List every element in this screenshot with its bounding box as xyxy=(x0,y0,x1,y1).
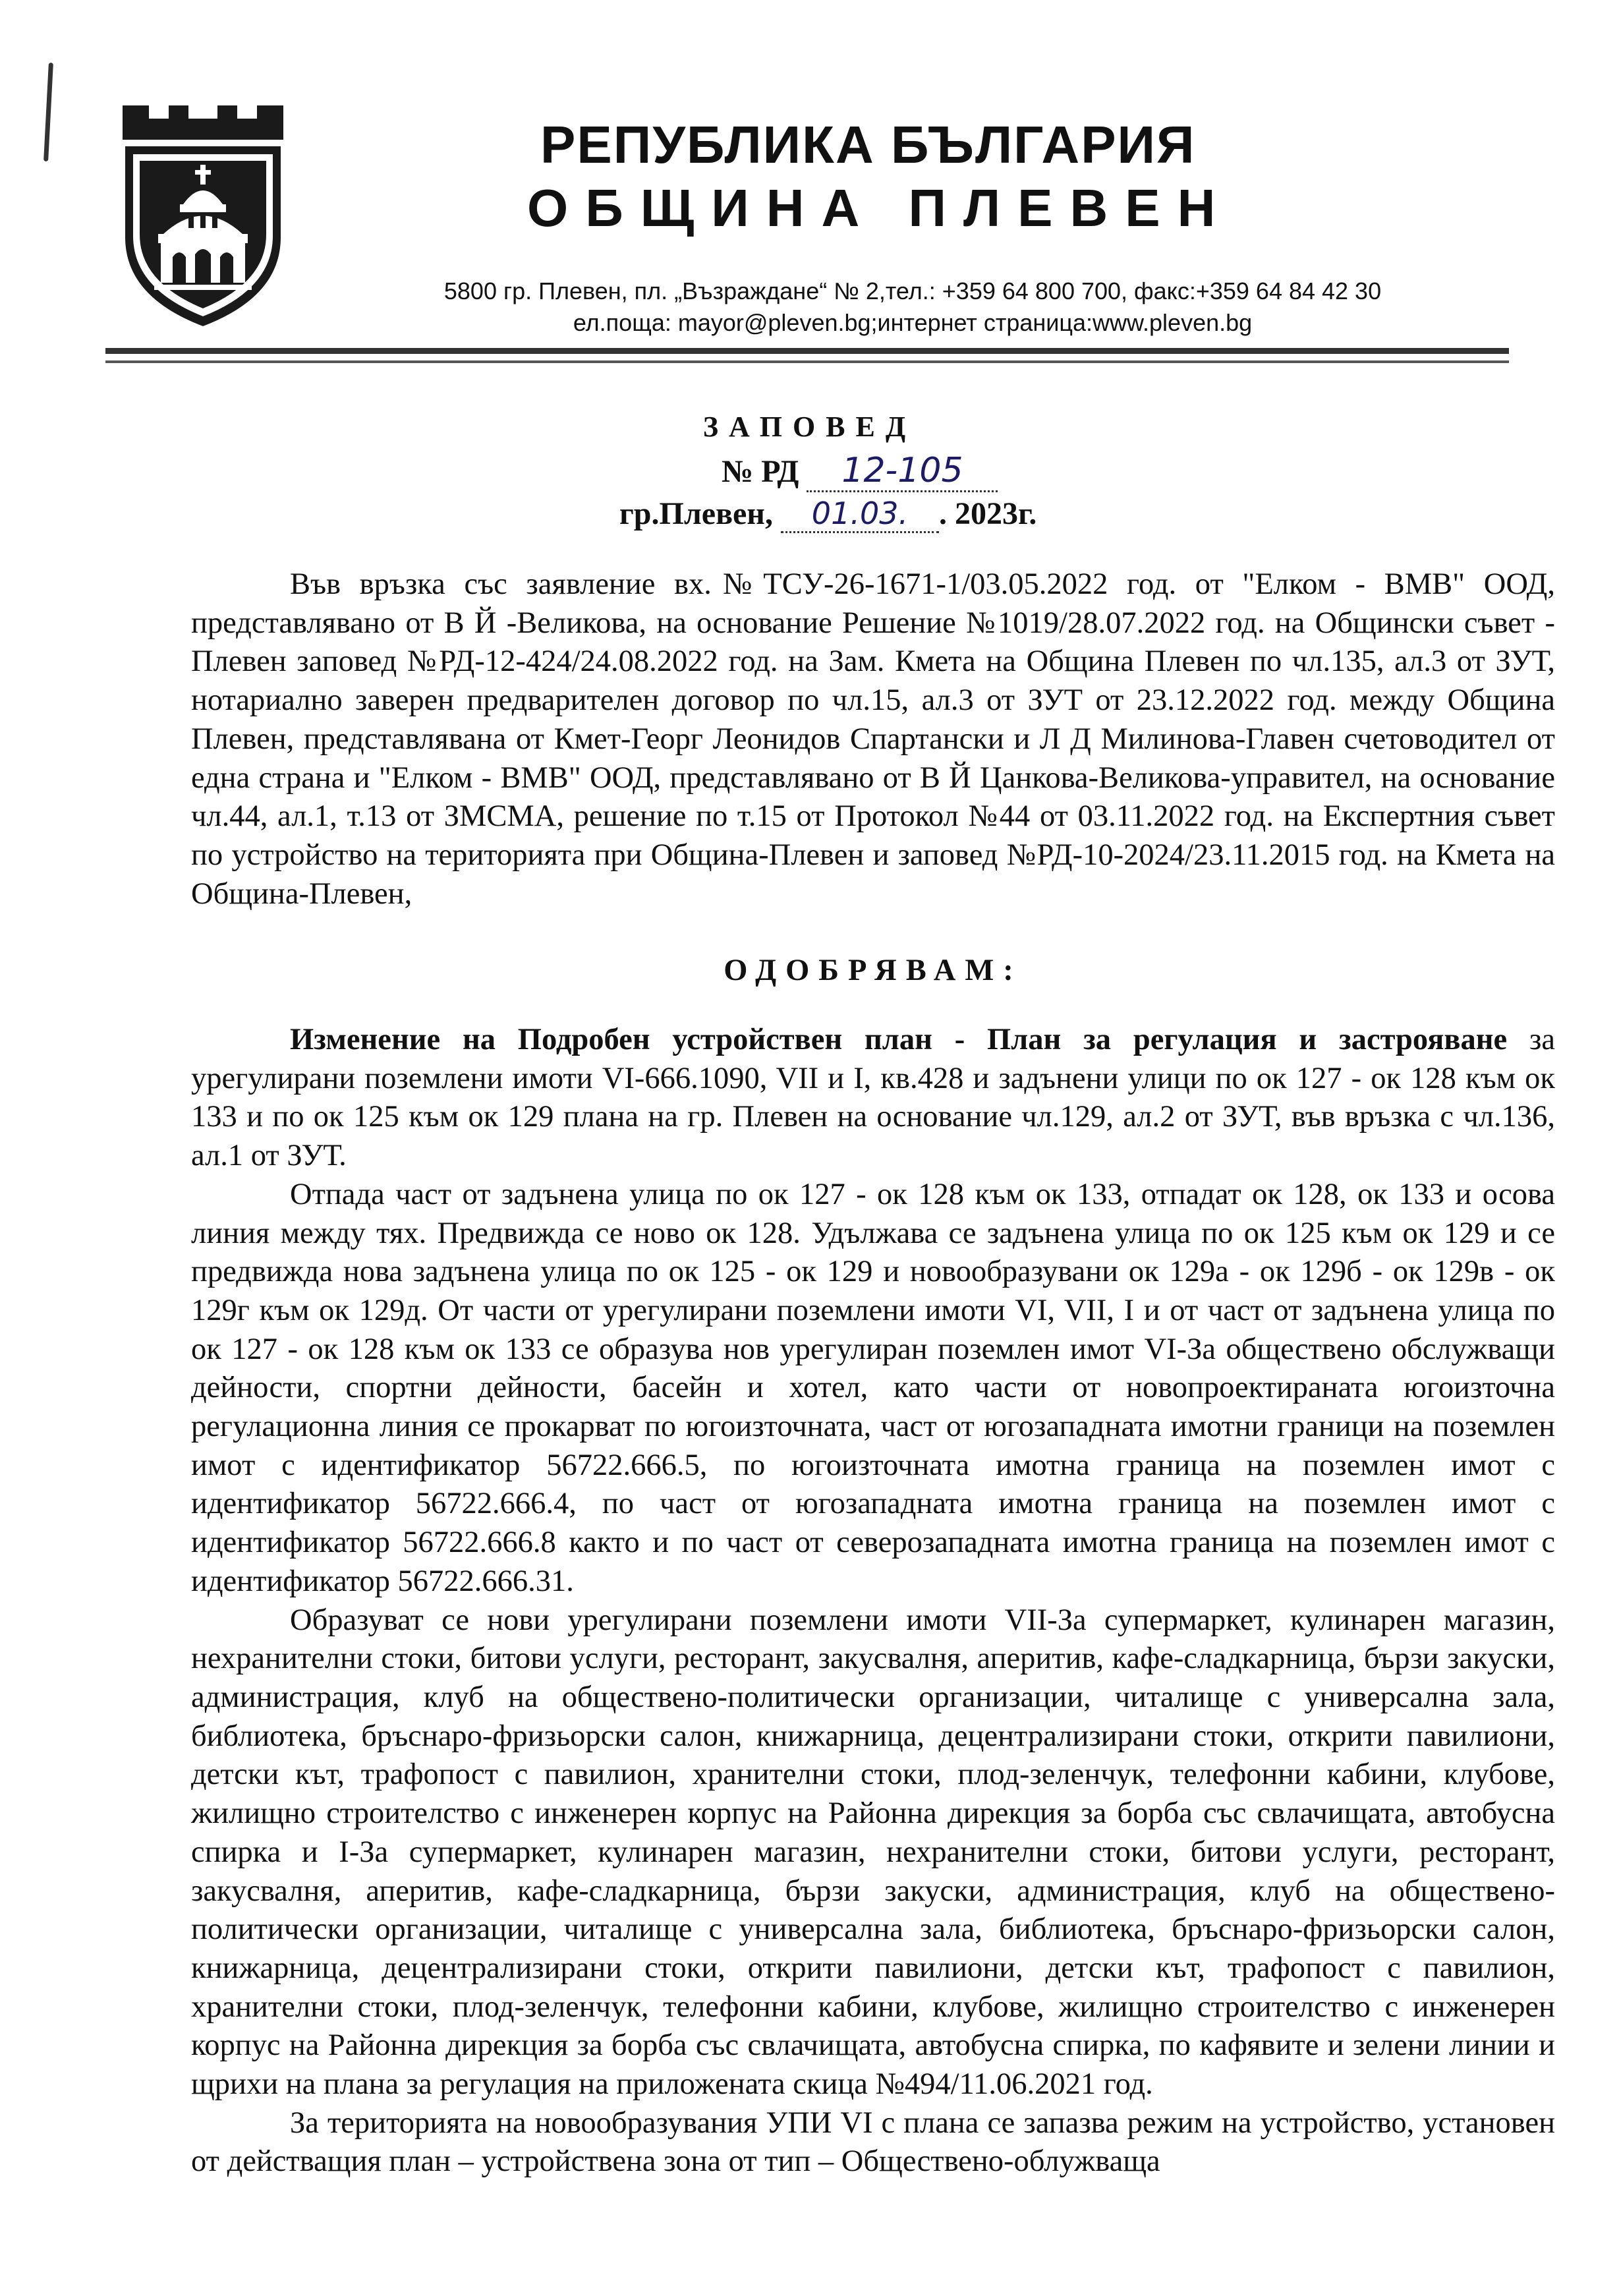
removal-paragraph: Отпада част от задънена улица по ок 127 - ок 128 към ок 133, отпадат ок 128, ок 133 и осова линия между тях. Предвижда се ново ок 128. Удължава се задънена улица по ок 125 към ок 129 и се предвижда нова задънена улица по ок 125 - ок 129 и новообразувани ок 129а - ок 129б - ок 129в - ок 129г към ок 129д. От части от урегулирани поземлени имоти VI, VII, I и от част от задънена улица по ок 127 - ок 128 към ок 133 се образува нов урегулиран поземлен имот VI-За обществено обслужващи дейности, спортни дейности, басейн и хотел, като части от новопроектираната югоизточна регулационна линия се прокарват по югоизточната, част от югозападната имотни граници на поземлен имот с идентификатор 56722.666.5, по югоизточната имотна граница на поземлен имот с идентификатор 56722.666.4, по част от югозападната имотна граница на поземлен имот с идентификатор 56722.666.8 както и по част от северозападната имотна граница на поземлен имот с идентификатор 56722.666.31. xyxy=(191,1177,1555,1598)
order-number xyxy=(722,451,998,492)
country-name: РЕПУБЛИКА БЪЛГАРИЯ xyxy=(540,115,1196,174)
pleven-coat-of-arms-icon xyxy=(117,99,289,330)
preamble-paragraph: Във връзка със заявление вх.№ТСУ-26-1671-1/03.05.2022 год. от "Елком - ВМВ" ООД, представлявано от В Й -Великова, на основание Решение №1019/28.07.2022 год. на Общински съвет - Плевен заповед №РД-12-424/24.08.2022 год. на Зам. Кмета на Община Плевен по чл.135, ал.3 от ЗУТ, нотариално заверен предварителен договор по чл.15, ал.3 от ЗУТ от 23.12.2022 год. между Община Плевен, представлявана от Кмет-Георг Леонидов Спартански и Л Д Милинова-Главен счетоводител от една страна и "Елком - ВМВ" ООД, представлявано от В Й Цанкова-Великова-управител, на основание чл.44, ал.1, т.13 от ЗМСМА, решение по т.15 от Протокол №44 от 03.11.2022 год. на Експертния съвет по устройство на територията при Община-Плевен и заповед №РД-10-2024/23.11.2015 год. на Кмета на Община-Плевен, xyxy=(191,567,1555,911)
municipality-name: ОБЩИНА ПЛЕВЕН xyxy=(527,179,1233,237)
order-number-prefix: № РД xyxy=(722,454,799,489)
document-title: ЗАПОВЕД xyxy=(702,411,917,443)
new-properties-paragraph: Образуват се нови урегулирани поземлени имоти VII-За супермаркет, кулинарен магазин, нехранителни стоки, битови услуги, ресторант, закусвалня, аперитив, кафе-сладкарница, бързи закуски, администрация, клуб на обществено-политически организации, читалище с универсална зала, библиотека, бръснаро-фризьорски салон, книжарница, децентрализирани стоки, открити павилиони, детски кът, трафопост с павилион, хранителни стоки, плод-зеленчук, телефонни кабини, клубове, жилищно строителство с инженерен корпус на Районна дирекция за борба със свлачищата, автобусна спирка и I-За супермаркет, кулинарен магазин, нехранителни стоки, битови услуги, ресторант, закусвалня, аперитив, кафе-сладкарница, бързи закуски, администрация, клуб на обществено-политически организации, читалище с универсална зала, библиотека, бръснаро-фризьорски салон, книжарница, децентрализирани стоки, открити павилиони, детски кът, трафопост с павилион, хранителни стоки, плод-зеленчук, телефонни кабини, клубове, жилищно строителство с инженерен корпус на Районна дирекция за борба със свлачищата, автобусна спирка, по кафявите и зелени линии и щрихи на плана за регулация на приложената скица №494/11.06.2021 год. xyxy=(191,1603,1555,2102)
order-place-date xyxy=(619,496,1037,533)
contact-info xyxy=(329,275,1496,339)
header-rule-thin xyxy=(105,360,1509,363)
approve-heading: ОДОБРЯВАМ: xyxy=(724,954,1023,988)
zoning-paragraph: За територията на новообразувания УПИ VI с плана се запазва режим на устройство, установен от действащия план – устройствена зона от тип – Обществено-облужваща xyxy=(191,2106,1555,2179)
header-rule-thick xyxy=(105,348,1509,354)
approval-subject: Изменение на Подробен устройствен план - План за регулация и застрояване xyxy=(290,1023,1508,1057)
margin-pen-mark xyxy=(43,63,53,161)
handwritten-order-number: 12-105 xyxy=(807,451,998,492)
document-body xyxy=(191,565,1555,2181)
email-web-line: ел.поща: mayor@pleven.bg;интернет страница:www.pleven.bg xyxy=(573,309,1253,336)
year-label: . 2023г. xyxy=(938,496,1037,531)
address-line: 5800 гр. Плевен, пл. „Възраждане“ № 2,тел.: +359 64 800 700, факс:+359 64 84 42 30 xyxy=(443,277,1382,304)
approval-details: за урегулирани поземлени имоти VI-666.1090, VII и I, кв.428 и задънени улици по ок 127 - ок 128 към ок 133 и по ок 125 към ок 129 плана на гр. Плевен на основание чл.129, ал.2 от ЗУТ, във връзка с чл.136, ал.1 от ЗУТ. xyxy=(191,1023,1555,1173)
place-label: гр.Плевен, xyxy=(619,496,773,531)
approval-paragraph xyxy=(191,1021,1555,1176)
handwritten-date: 01.03. xyxy=(781,496,939,533)
